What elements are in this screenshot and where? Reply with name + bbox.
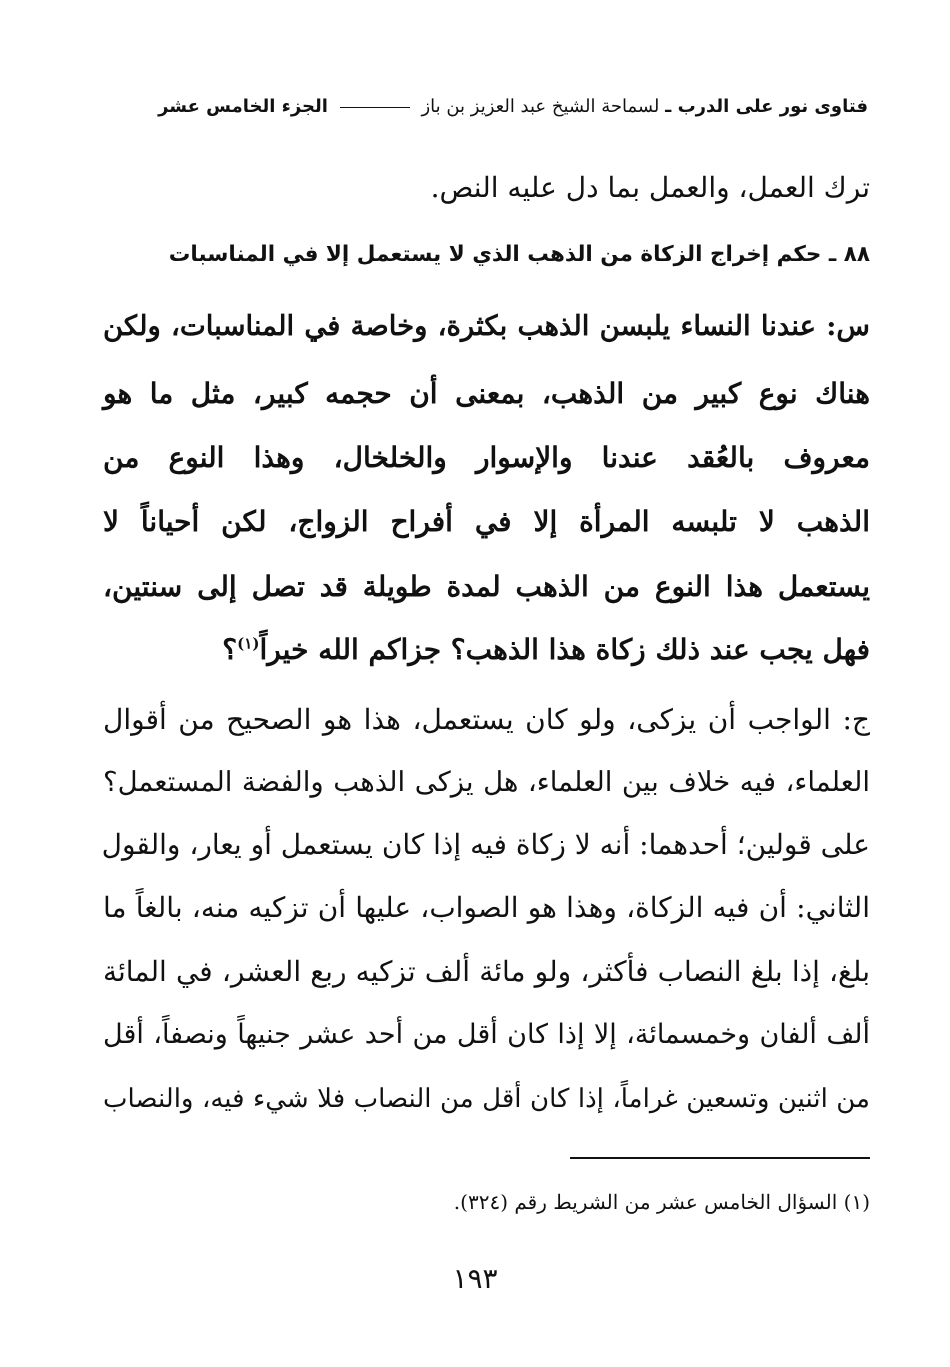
footnote-text: (١) السؤال الخامس عشر من الشريط رقم (٣٢٤). [453, 1190, 870, 1214]
question-line: الذهب لا تلبسه المرأة إلا في أفراح الزواج، لكن أحياناً لا [103, 505, 870, 538]
author-name: لسماحة الشيخ عبد العزيز بن باز [421, 96, 660, 117]
continuation-line: ترك العمل، والعمل بما دل عليه النص. [430, 171, 870, 204]
section-title: ٨٨ ـ حكم إخراج الزكاة من الذهب الذي لا يستعمل إلا في المناسبات [168, 242, 870, 267]
footnote-divider [570, 1157, 870, 1159]
header-rule [340, 107, 410, 108]
question-mark: ؟ [222, 633, 238, 666]
answer-line: على قولين؛ أحدهما: أنه لا زكاة فيه إذا كان يستعمل أو يعار، والقول [101, 828, 870, 861]
answer-line: ج: الواجب أن يزكى، ولو كان يستعمل، هذا هو الصحيح من أقوال [103, 703, 870, 736]
question-line: س: عندنا النساء يلبسن الذهب بكثرة، وخاصة في المناسبات، ولكن [103, 310, 870, 342]
question-line: معروف بالعُقد عندنا والإسوار والخلخال، وهذا النوع من [103, 441, 870, 474]
answer-line: العلماء، فيه خلاف بين العلماء، هل يزكى الذهب والفضة المستعمل؟ [103, 766, 870, 798]
answer-line: ألف ألفان وخمسمائة، إلا إذا كان أقل من أحد عشر جنيهاً ونصفاً، أقل [103, 1019, 870, 1050]
page-number: ١٩٣ [452, 1262, 498, 1295]
footnote-marker: (١) [237, 634, 260, 653]
volume-label: الجزء الخامس عشر [158, 96, 328, 117]
answer-line: الثاني: أن فيه الزكاة، وهذا هو الصواب، عليها أن تزكيه منه، بالغاً ما [103, 891, 870, 924]
question-line: هناك نوع كبير من الذهب، بمعنى أن حجمه كبير، مثل ما هو [103, 377, 870, 410]
running-header [108, 96, 868, 132]
book-title: فتاوى نور على الدرب ـ [665, 96, 868, 117]
answer-line: بلغ، إذا بلغ النصاب فأكثر، ولو مائة ألف تزكيه ربع العشر، في المائة [103, 955, 870, 988]
question-last-text: فهل يجب عند ذلك زكاة هذا الذهب؟ جزاكم الله خيراً [259, 633, 870, 666]
question-last-line [222, 620, 870, 680]
question-line: يستعمل هذا النوع من الذهب لمدة طويلة قد تصل إلى سنتين، [103, 570, 870, 603]
answer-line: من اثنين وتسعين غراماً، إذا كان أقل من النصاب فلا شيء فيه، والنصاب [103, 1084, 870, 1114]
